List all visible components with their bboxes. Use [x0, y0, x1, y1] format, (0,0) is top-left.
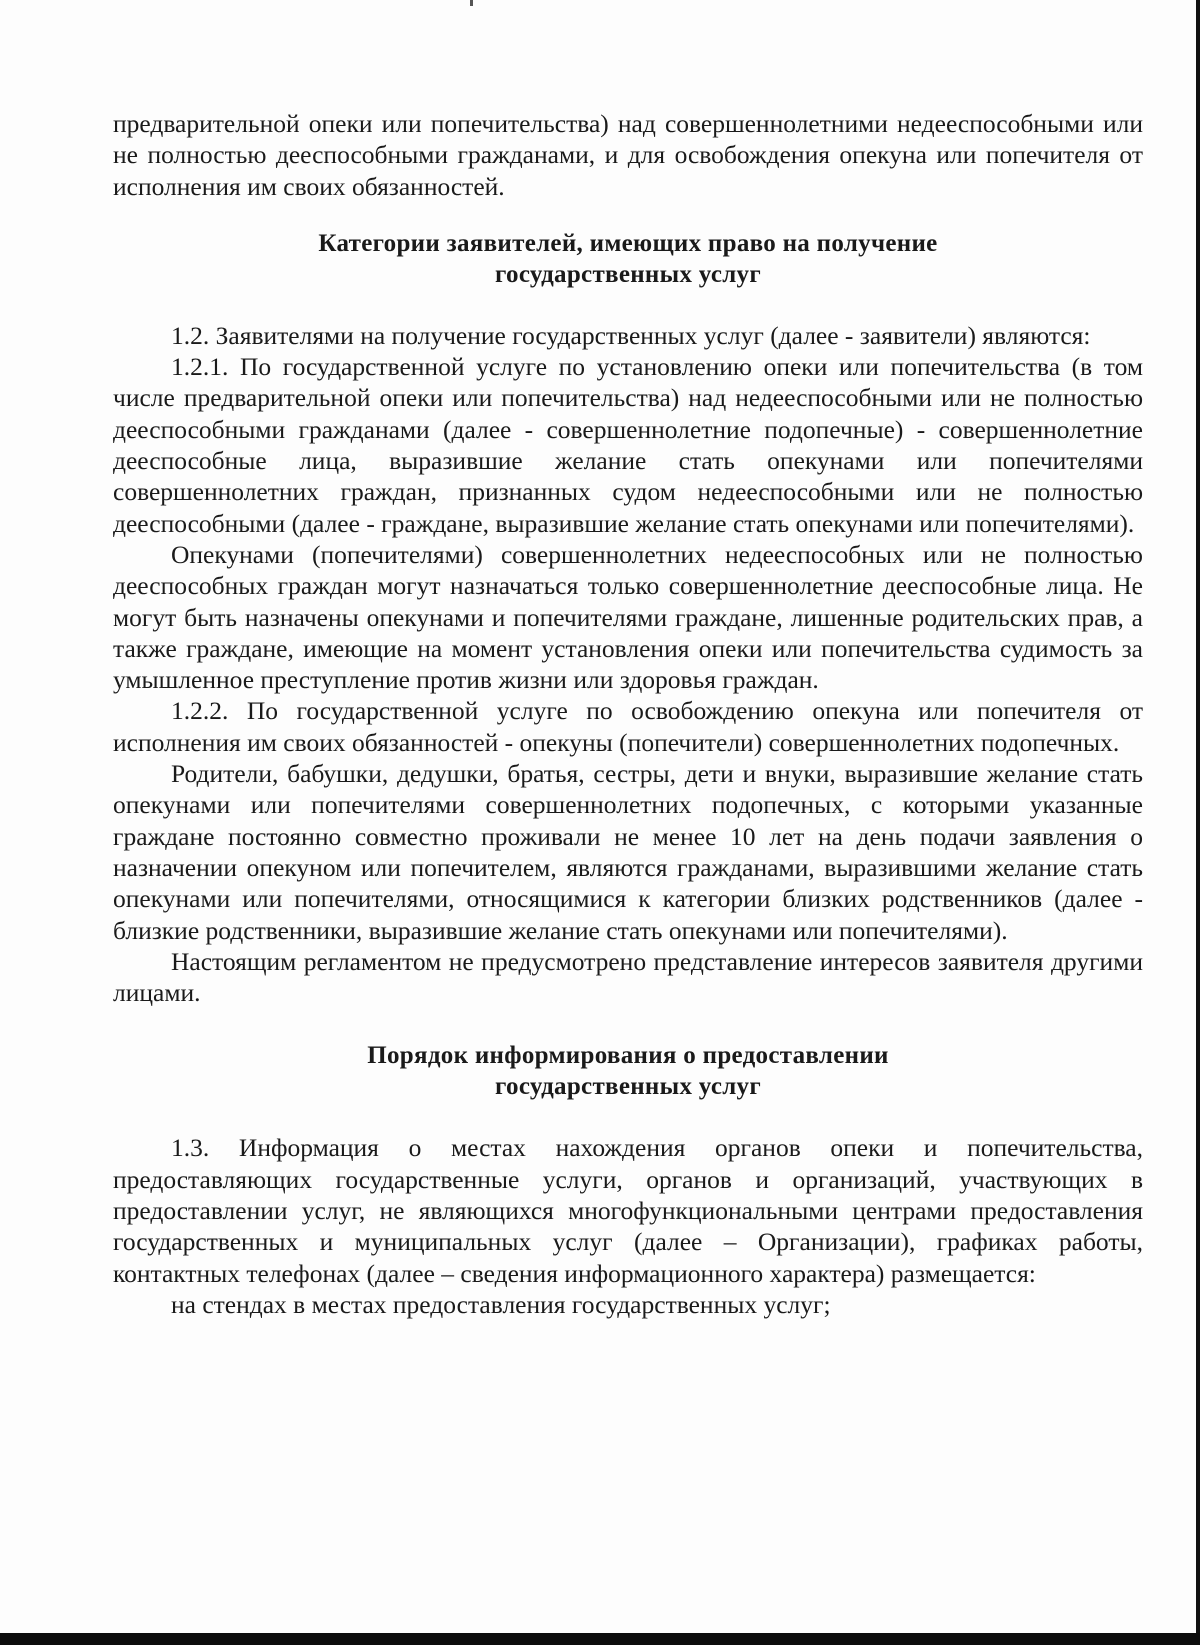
paragraph-guardians: Опекунами (попечителями) совершеннолетних недееспособных или не полностью дееспособных граждан могут назначаться только совершеннолетние дееспособные лица. Не могут быть назначены опекунами и попечителями граждане, лишенные родительских прав, а также граждане, имеющие на момент установления опеки или попечительства судимость за умышленное преступление против жизни или здоровья граждан.	[113, 539, 1143, 695]
scan-right-border	[1196, 0, 1200, 1645]
scan-bottom-border	[0, 1633, 1200, 1645]
spacer	[113, 290, 1143, 320]
section-heading-informing	[113, 1040, 1143, 1102]
heading-line: Порядок информирования о предоставлении	[367, 1042, 889, 1070]
document-body	[113, 108, 1143, 1320]
paragraph-relatives: Родители, бабушки, дедушки, братья, сестры, дети и внуки, выразившие желание стать опекунами или попечителями совершеннолетних подопечных, с которыми указанные граждане постоянно совместно проживали не менее 10 лет на день подачи заявления о назначении опекуном или попечителем, являются гражданами, выразившими желание стать опекунами или попечителями, относящимися к категории близких родственников (далее - близкие родственники, выразившие желание стать опекунами или попечителями).	[113, 759, 1143, 945]
paragraph-representation: Настоящим регламентом не предусмотрено представление интересов заявителя другими лицами.	[113, 946, 1143, 1008]
heading-line: государственных услуг	[494, 1073, 762, 1101]
paragraph-stands: на стендах в местах предоставления государственных услуг;	[171, 1289, 831, 1319]
paragraph-1-3: 1.3. Информация о местах нахождения органов опеки и попечительства, предоставляющих государственные услуги, органов и организаций, участвующих в предоставлении услуг, не являющихся многофункциональными центрами предоставления государственных и муниципальных услуг (далее – Организации), графиках работы, контактных телефонах (далее – сведения информационного характера) размещается:	[113, 1133, 1143, 1288]
paragraph-1-2-2: 1.2.2. По государственной услуге по освобождению опекуна или попечителя от исполнения им своих обязанностей - опекуны (попечители) совершеннолетних подопечных.	[113, 696, 1143, 757]
continuation-paragraph: предварительной опеки или попечительства) над совершеннолетними недееспособными или не полностью дееспособными гражданами, и для освобождения опекуна или попечителя от исполнения им своих обязанностей.	[113, 109, 1143, 201]
paragraph-1-2: 1.2. Заявителями на получение государственных услуг (далее - заявители) являются:	[171, 320, 1091, 350]
paragraph-1-2-1: 1.2.1. По государственной услуге по установлению опеки или попечительства (в том числе предварительной опеки или попечительства) над недееспособными или не полностью дееспособными гражданами (далее - совершеннолетние подопечные) - совершеннолетние дееспособные лица, выразившие желание стать опекунами или попечителями совершеннолетних граждан, признанных судом недееспособными или не полностью дееспособными (далее - граждане, выразившие желание стать опекунами или попечителями).	[113, 352, 1143, 538]
spacer	[113, 1008, 1143, 1034]
scan-artifact-mark	[470, 0, 473, 6]
spacer	[113, 1102, 1143, 1132]
heading-line: государственных услуг	[494, 260, 762, 288]
spacer	[113, 202, 1143, 228]
section-heading-categories	[113, 228, 1143, 290]
heading-line: Категории заявителей, имеющих право на получение	[318, 229, 938, 257]
